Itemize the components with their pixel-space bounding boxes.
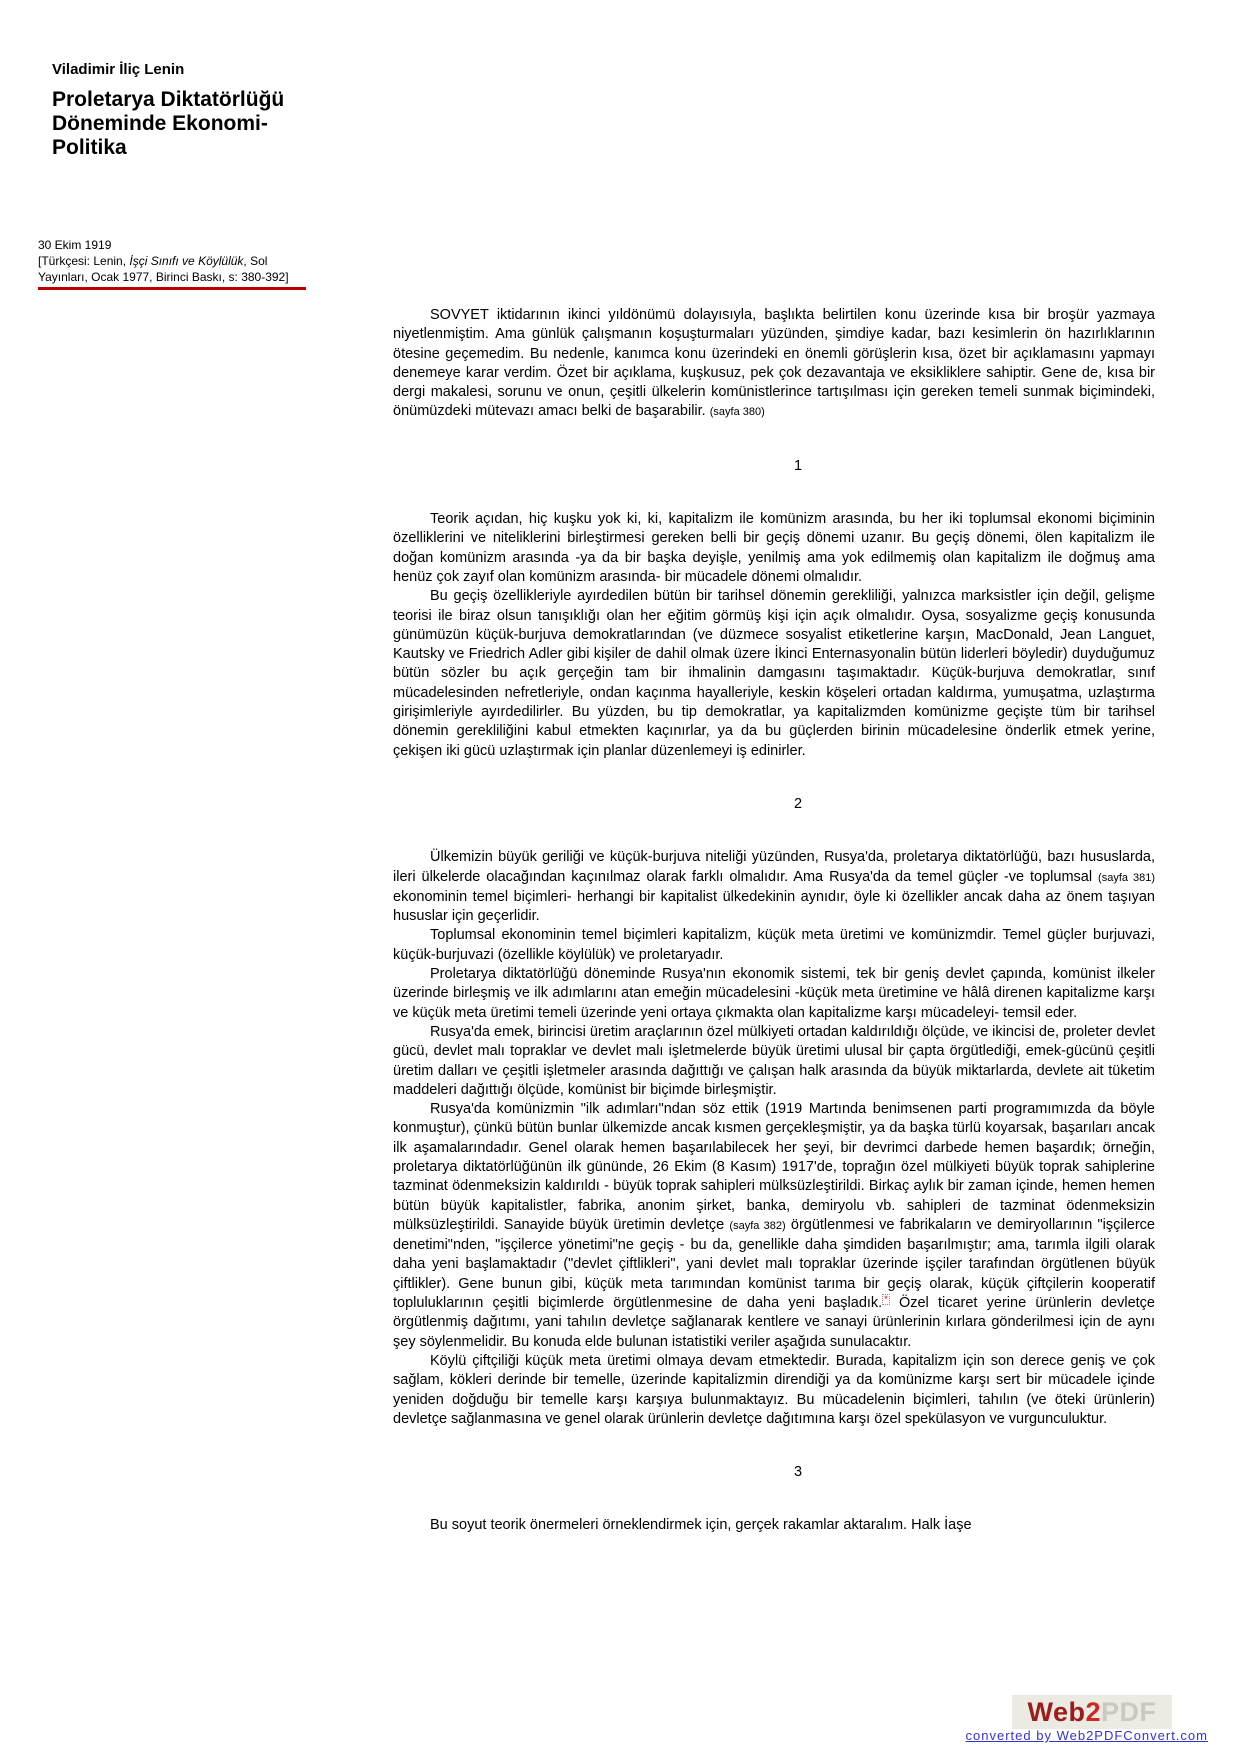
paragraph [393, 1516, 1155, 1535]
paragraph [393, 1352, 1155, 1429]
paragraph [393, 848, 1155, 926]
text-run: ekonominin temel biçimleri- herhangi bir kapitalist ülkedekinin aynıdır, öyle ki özellikler ancak daha az önem taşıyan hususlar için geçerlidir. [393, 888, 1155, 925]
paragraph [393, 1023, 1155, 1100]
paragraph [393, 1100, 1155, 1352]
text-run: Köylü çiftçiliği küçük meta üretimi olmaya devam etmektedir. Burada, kapitalizm için son derece geniş ve çok sağlam, kökleri derinde bir temelle, üzerinde kapitalizmin direndiği ya da komünizme karşı sert bir mücadele içinde yeniden doğduğu bir temelle karşı karşıya bulunmaktayız. Bu mücadelenin biçimleri, tahılın (ve öteki ürünlerin) devletçe sağlanmasına ve genel olarak ürünlerin devletçe dağıtımına karşı özel spekülasyon ve vurgunculuktur. [393, 1352, 1155, 1427]
text-run: Proletarya diktatörlüğü döneminde Rusya'nın ekonomik sistemi, tek bir geniş devlet çapında, komünist ilkeler üzerinde birleşmiş ve ilk adımlarını atan emeğin mücadelesini -küçük meta üretimine ve hâlâ direnen kapitalizme karşı ve küçük meta üretimi temeli üzerinde yeni ortaya çıkmakta olan kapitalizme karşı mücadeleyi- temsil eder. [393, 966, 1155, 1021]
text-run: Teorik açıdan, hiç kuşku yok ki, ki, kapitalizm ile komünizm arasında, bu her iki toplumsal ekonomi biçiminin özelliklerini ve niteliklerini birleştirmesi gereken belli bir geçiş dönemi uzanır. Bu geçiş dönemi, ölen kapitalizm ile doğan komünizm arasında -ya da bir başka deyişle, yenilmiş ama yok edilmemiş olan kapitalizm ile doğmuş ama henüz çok zayıf olan komünizm arasında- bir mücadele dönemi olmalıdır. [393, 511, 1155, 585]
paragraph [393, 510, 1155, 587]
text-run: Rusya'da emek, birincisi üretim araçlarının özel mülkiyeti ortadan kaldırıldığı ölçüde, ve ikincisi de, proleter devlet gücü, devlet malı topraklar ve devlet malı işletmelerde büyük üretimi ulusal bir çapta örgütlediği, emek-gücünü çeşitli üretim dalları ve çeşitli işletmeler arasında dağıttığı ve çalışan halk arasında da büyük miktarlarda, devlete ait tüketim maddeleri dağıttığı ölçüde, komünist bir biçimde birleşmiştir. [393, 1023, 1155, 1098]
document-header [52, 60, 382, 160]
text-run: Toplumsal ekonominin temel biçimleri kapitalizm, küçük meta üretimi ve komünizmdir. Temel güçler burjuvazi, küçük-burjuvazi (özellikle köylülük) ve proletaryadır. [393, 927, 1155, 963]
text-run: örgütlenmesi ve fabrikaların ve demiryollarının "işçilerce denetimi"nden, "işçilerce yönetimi"ne geçiş - bu da, genellikle daha şimdiden başarılmıştır; ama, tarımla ilgili olarak daha yeni başlamaktadır ("devlet çiftlikleri", yani devlet malı topraklar üzerinde işçiler tarafından örgütlenen büyük çiftlikler). Gene bunun gibi, küçük meta tarımından komünist tarıma bir geçiş olarak, küçük çiftçilerin kooperatif topluluklarının çeşitli biçimlerde örgütlenmesine de daha yeni başladık. [393, 1216, 1155, 1312]
text-run: Rusya'da komünizmin "ilk adımları"ndan söz ettik (1919 Martında benimsenen parti programımızda da böyle konmuştur), çünkü bütün bunlar ülkemizde ancak kısmen gerçekleşmiştir, ya da başka türlü koyarsak, başarıları ancak ilk aşamalarındadır. Genel olarak hemen başarılabilecek her şeyi, bir devrimci darbede hemen başardık; örneğin, proletarya diktatörlüğünün ilk gününde, 26 Ekim (8 Kasım) 1917'de, toprağın özel mülkiyeti büyük toprak sahiplerine tazminat ödenmeksizin kaldırıldı - büyük toprak sahipleri mülksüzleştirildi. Birkaç aylık bir zaman içinde, hemen hemen bütün büyük kapitalistler, fabrika, anonim şirket, banka, demiryolu vb. sahipleri de tazminat ödenmeksizin mülksüzleştirildi. Sanayide büyük üretimin devletçe [393, 1101, 1155, 1233]
web2pdf-convert-link[interactable]: converted by Web2PDFConvert.com [965, 1728, 1208, 1743]
text-run: Bu soyut teorik önermeleri örneklendirmek için, gerçek rakamlar aktaralım. Halk İaşe [430, 1517, 972, 1534]
title-line-2: Döneminde Ekonomi- [52, 112, 268, 135]
citation-source: [Türkçesi: Lenin, İşçi Sınıfı ve Köylülük, Sol [38, 254, 268, 268]
paragraph [393, 965, 1155, 1023]
web2pdf-logo [1012, 1695, 1172, 1729]
paragraph [393, 306, 1155, 423]
page-ref: (sayfa 380) [709, 406, 765, 419]
citation-date: 30 Ekim 1919 [38, 238, 112, 252]
page-ref: (sayfa 382) [729, 1219, 786, 1232]
page-ref: (sayfa 381) [1098, 871, 1155, 884]
logo-digit-2: 2 [1085, 1696, 1102, 1727]
section-number: 3 [793, 1464, 803, 1481]
paragraph [393, 587, 1155, 761]
work-title: İşçi Sınıfı ve Köylülük [129, 254, 244, 268]
text-run: SOVYET iktidarının ikinci yıldönümü dolayısıyla, başlıkta belirtilen konu üzerinde kısa bir broşür yazmaya niyetlenmiştim. Ama günlük çalışmanın koşuşturmaları yüzünden, şimdiye kadar, bazı kesimlerin ön hazırlıklarının ötesine geçemedim. Bu nedenle, kanımca konu üzerindeki en önemli görüşlerin kısa, özet bir açıklamasını yapmayı denemeye karar verdim. Özet bir açıklama, kuşkusuz, pek çok dezavantaja ve eksikliklere sahiptir. Gene de, kısa bir dergi makalesi, sorunu ve onun, çeşitli ülkelerin komünistlerince tartışılması için gereken temeli sunmak biçimindeki, önümüzdeki mütevazı amacı belki de başarabilir. [393, 307, 1155, 420]
title-line-1: Proletarya Diktatörlüğü [52, 88, 285, 111]
footnote-marker[interactable]: * [884, 1294, 888, 1305]
body-text [393, 306, 1155, 1536]
logo-word-web: Web [1027, 1696, 1086, 1727]
logo-word-pdf: PDF [1101, 1696, 1157, 1727]
author-name: Viladimir İliç Lenin [52, 61, 185, 78]
paragraph [393, 926, 1155, 965]
red-divider [38, 287, 306, 290]
citation-publisher: Yayınları, Ocak 1977, Birinci Baskı, s: 380-392] [38, 270, 289, 284]
source-citation [38, 237, 338, 285]
page-title [52, 88, 382, 160]
title-line-3: Politika [52, 136, 127, 159]
section-number: 2 [793, 795, 803, 812]
text-run: Ülkemizin büyük geriliği ve küçük-burjuva niteliği yüzünden, Rusya'da, proletarya diktatörlüğü, bazı hususlarda, ileri ülkelerde olacağından kaçınılmaz olarak farklı olmalıdır. Ama Rusya'da da temel güçler -ve toplumsal [393, 849, 1155, 885]
text-run: Bu geçiş özellikleriyle ayırdedilen bütün bir tarihsel dönemin gerekliliği, yalnızca marksistler için değil, gelişme teorisi ile biraz olsun tanışıklığı olan her eğitim görmüş kişi için açık olmalıdır. Oysa, sosyalizme geçiş konusunda günümüzün küçük-burjuva demokratlarından (ve düzmece sosyalist etiketlerine karşın, MacDonald, Jean Languet, Kautsky ve Friedrich Adler gibi kişiler de dahil olmak üzere İkinci Enternasyonalin bütün liderleri böyledir) duyduğumuz bütün sözler bu açık gerçeğin tam bir ihmalinin damgasını taşımaktadır. Küçük-burjuva demokratlar, sınıf mücadelesinden nefretleriyle, ondan kaçınma hayalleriyle, keskin köşeleri ortadan kaldırma, yumuşatma, uzlaştırma girişimleriyle ayırdedilirler. Bu yüzden, bu tip demokratlar, ya kapitalizmden komünizme geçişte tüm bir tarihsel dönemin gerekliliğini kabul etmekten kaçınırlar, ya da bu güçlerden birinin mücadelesine önderlik etmek yerine, çekişen iki gücü uzlaştırmak için planlar düzenlemeyi iş edinirler. [393, 588, 1155, 759]
section-number: 1 [793, 457, 803, 474]
text-run: Özel ticaret yerine ürünlerin devletçe örgütlenmiş dağıtımı, yani tahılın devletçe sağlanarak kentlere ve sanayi ürünlerinin kırlara gönderilmesi için de aynı şey söylenmelidir. Bu konuda elde bulunan istatistiki veriler aşağıda sunulacaktır. [393, 1295, 1155, 1350]
